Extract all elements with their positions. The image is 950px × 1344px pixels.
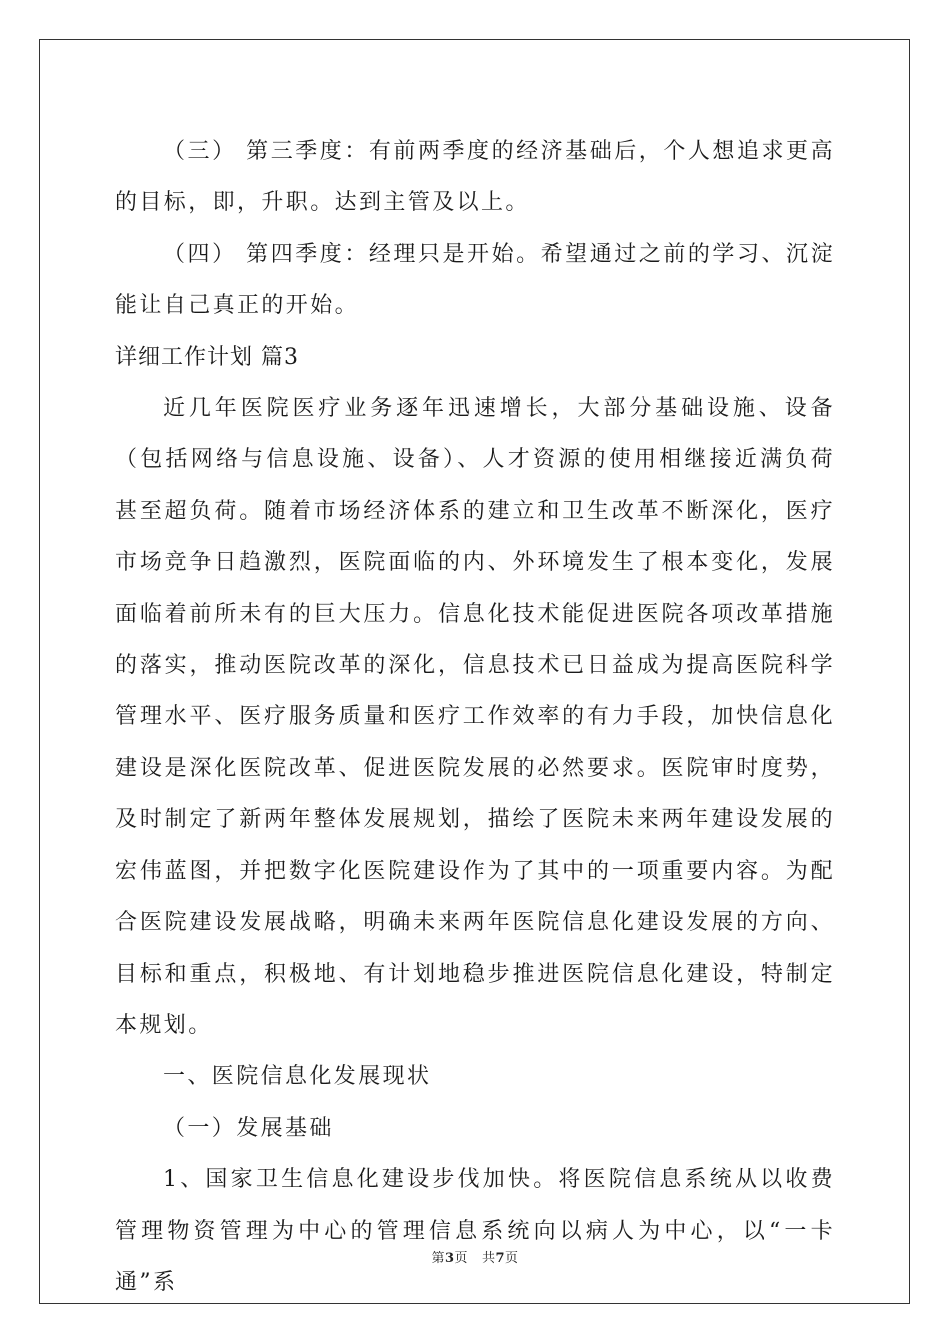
paragraph-q3-plan: （三） 第三季度：有前两季度的经济基础后，个人想追求更高的目标，即，升职。达到主管及以上。 (115, 139, 835, 216)
paragraph-q4-plan: （四） 第四季度：经理只是开始。希望通过之前的学习、沉淀能让自己真正的开始。 (115, 241, 835, 319)
footer-total-unit: 页 (505, 1251, 519, 1266)
document-body (115, 126, 835, 1308)
footer-total-prefix: 共 (481, 1251, 496, 1266)
footer-total-pages: 7 (495, 1251, 506, 1266)
subheading-foundation: （一）发展基础 (163, 1115, 334, 1141)
section-heading: 详细工作计划 篇3 (115, 344, 299, 370)
subheading-current-status: 一、医院信息化发展现状 (163, 1064, 432, 1090)
footer-prefix: 第 (431, 1251, 445, 1266)
footer-page-unit: 页 (454, 1251, 469, 1266)
paragraph-item-1: 1、国家卫生信息化建设步伐加快。将医院信息系统从以收费管理物资管理为中心的管理信息系统向以病人为中心，以“一卡通”系 (115, 1167, 835, 1295)
paragraph-intro: 近几年医院医疗业务逐年迅速增长，大部分基础设施、设备（包括网络与信息设施、设备）、人才资源的使用相继接近满负荷甚至超负荷。随着市场经济体系的建立和卫生改革不断深化，医疗市场竞争日趋激烈，医院面临的内、外环境发生了根本变化，发展面临着前所未有的巨大压力。信息化技术能促进医院各项改革措施的落实，推动医院改革的深化，信息技术已日益成为提高医院科学管理水平、医疗服务质量和医疗工作效率的有力手段，加快信息化建设是深化医院改革、促进医院发展的必然要求。医院审时度势，及时制定了新两年整体发展规划，描绘了医院未来两年建设发展的宏伟蓝图，并把数字化医院建设作为了其中的一项重要内容。为配合医院建设发展战略，明确未来两年医院信息化建设发展的方向、目标和重点，积极地、有计划地稳步推进医院信息化建设，特制定本规划。 (115, 396, 835, 1038)
page-footer (0, 1247, 950, 1266)
footer-page-number: 3 (444, 1251, 455, 1266)
